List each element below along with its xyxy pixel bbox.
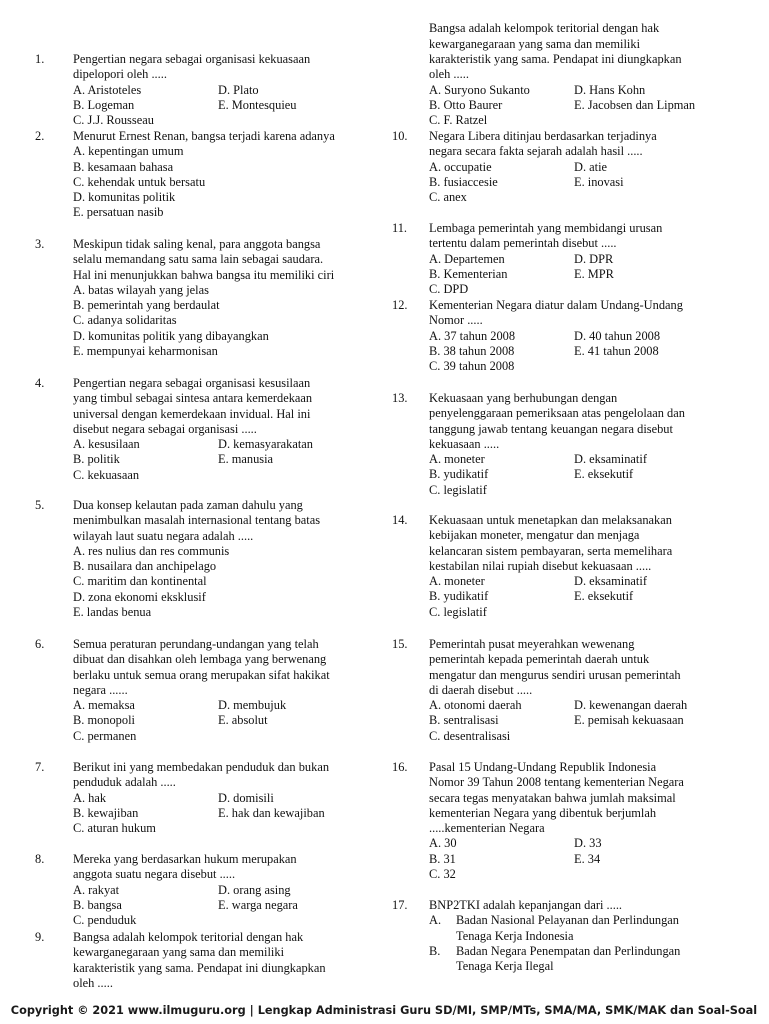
option-b[interactable]: B. politik (73, 452, 120, 467)
option-b[interactable]: B. nusailara dan anchipelago (73, 559, 217, 574)
option-e[interactable]: E. hak dan kewajiban (218, 805, 325, 820)
question-number: 15. (392, 637, 408, 651)
option-c[interactable]: C. kekuasaan (73, 467, 140, 482)
question-text: Kekuasaan yang berhubungan dengan penyelenggaraan pemeriksaan atas pengelolaan dan tanggung jawab tentang keuangan negara disebut kekuasaan ..... (429, 391, 685, 451)
question-number: 11. (392, 221, 408, 235)
question-number: 4. (35, 376, 45, 390)
question-text: Meskipun tidak saling kenal, para anggota bangsa selalu memandang satu sama lain sebagai saudara. Hal ini menunjukkan bahwa bangsa itu memiliki ciri (73, 237, 335, 282)
option-b[interactable]: B. 38 tahun 2008 (429, 343, 515, 358)
option-c[interactable]: C. DPD (429, 282, 469, 297)
option-e[interactable]: E. persatuan nasib (73, 205, 164, 220)
option-d[interactable]: D. komunitas politik yang dibayangkan (73, 328, 269, 343)
option-e[interactable]: E. pemisah kekuasaan (574, 713, 684, 728)
question-number: 3. (35, 237, 45, 251)
option-b[interactable] (429, 944, 764, 975)
option-c[interactable]: C. legislatif (429, 482, 487, 497)
question-text-tail (429, 21, 764, 83)
option-b[interactable]: B. monopoli (73, 713, 135, 728)
option-b[interactable]: B. pemerintah yang berdaulat (73, 298, 220, 313)
option-d[interactable]: D. membujuk (218, 698, 287, 713)
option-e[interactable]: E. manusia (218, 452, 274, 467)
option-a[interactable]: A. 37 tahun 2008 (429, 328, 516, 343)
option-b[interactable]: B. sentralisasi (429, 713, 499, 728)
option-text: Badan Nasional Pelayanan dan Perlindungan Tenaga Kerja Indonesia (456, 913, 679, 943)
option-b[interactable]: B. yudikatif (429, 467, 489, 482)
question-text: Pengertian negara sebagai organisasi kekuasaan dipelopori oleh ..... (73, 52, 311, 82)
option-d[interactable]: D. zona ekonomi eksklusif (73, 589, 206, 604)
option-e[interactable]: E. mempunyai keharmonisan (73, 344, 218, 359)
option-e[interactable]: E. 41 tahun 2008 (574, 343, 659, 358)
question-text: BNP2TKI adalah kepanjangan dari ..... (429, 898, 623, 912)
option-letter: B. (429, 943, 441, 958)
option-a[interactable]: A. res nulius dan res communis (73, 543, 230, 558)
option-e[interactable]: E. eksekutif (574, 467, 634, 482)
option-e[interactable]: E. Montesquieu (218, 97, 297, 112)
option-d[interactable]: D. DPR (574, 251, 614, 266)
option-a[interactable]: A. batas wilayah yang jelas (73, 282, 209, 297)
option-c[interactable]: C. maritim dan kontinental (73, 574, 207, 589)
question-number: 2. (35, 129, 45, 143)
option-e[interactable]: E. landas benua (73, 605, 152, 620)
question-text: Semua peraturan perundang-undangan yang telah dibuat dan disahkan oleh lembaga yang berwenang berlaku untuk semua orang merupakan sifat hakikat negara ...... (73, 637, 330, 697)
option-c[interactable]: C. penduduk (73, 913, 137, 928)
question-number: 8. (35, 852, 45, 866)
question-text: Lembaga pemerintah yang membidangi urusan tertentu dalam pemerintah disebut ..... (429, 221, 663, 251)
question-number: 7. (35, 760, 45, 774)
option-d[interactable]: D. kemasyarakatan (218, 437, 313, 452)
option-e[interactable]: E. warga negara (218, 897, 298, 912)
option-d[interactable]: D. komunitas politik (73, 190, 176, 205)
option-e[interactable]: E. inovasi (574, 174, 624, 189)
option-a[interactable]: A. otonomi daerah (429, 698, 522, 713)
option-a[interactable] (429, 913, 764, 944)
question-number: 14. (392, 513, 408, 527)
option-c[interactable]: C. kehendak untuk bersatu (73, 174, 206, 189)
option-c[interactable]: C. adanya solidaritas (73, 313, 177, 328)
question-text: Berikut ini yang membedakan penduduk dan bukan penduduk adalah ..... (73, 760, 330, 790)
question-number: 16. (392, 760, 408, 774)
option-c[interactable]: C. anex (429, 190, 467, 205)
question-text: Dua konsep kelautan pada zaman dahulu yang menimbulkan masalah internasional tentang batas wilayah laut suatu negara adalah ..... (73, 498, 321, 543)
option-c[interactable]: C. 39 tahun 2008 (429, 359, 515, 374)
option-a[interactable]: A. hak (73, 790, 107, 805)
option-c[interactable]: C. legislatif (429, 604, 487, 619)
option-e[interactable]: E. MPR (574, 266, 614, 281)
option-b[interactable]: B. fusiaccesie (429, 174, 498, 189)
option-text: Badan Negara Penempatan dan Perlindungan Tenaga Kerja Ilegal (456, 943, 681, 974)
option-a[interactable]: A. 30 (429, 836, 457, 851)
option-b[interactable]: B. kewajiban (73, 805, 139, 820)
option-a[interactable]: A. moneter (429, 452, 485, 467)
question-number: 12. (392, 298, 408, 312)
option-d[interactable]: D. Plato (218, 82, 259, 97)
option-e[interactable]: E. 34 (574, 851, 601, 866)
option-d[interactable]: D. domisili (218, 790, 274, 805)
option-a[interactable]: A. kepentingan umum (73, 144, 184, 159)
question-text: Kementerian Negara diatur dalam Undang-Undang Nomor ..... (429, 298, 683, 328)
question-text: Mereka yang berdasarkan hukum merupakan anggota suatu negara disebut ..... (73, 852, 297, 882)
question-number: 9. (35, 930, 45, 944)
option-d[interactable]: D. 33 (574, 836, 602, 851)
question-text: Menurut Ernest Renan, bangsa terjadi karena adanya (73, 129, 335, 143)
option-letter: A. (429, 913, 442, 928)
question-text: Kekuasaan untuk menetapkan dan melaksanakan kebijakan moneter, mengatur dan menjaga kelancaran sistem pembayaran, serta memelihara kestabilan nilai rupiah disebut kekuasaan ..... (429, 513, 673, 573)
question-text: Pemerintah pusat meyerahkan wewenang pemerintah kepada pemerintah daerah untuk mengatur dan mengurus sendiri urusan pemerintah di daerah disebut ..... (429, 637, 681, 697)
question-number: 5. (35, 498, 45, 512)
option-b[interactable]: B. Otto Baurer (429, 97, 503, 112)
option-b[interactable]: B. yudikatif (429, 589, 489, 604)
question-text: Pengertian negara sebagai organisasi kesusilaan yang timbul sebagai sintesa antara kemerdekaan universal dengan kemerdekaan invidual. Hal ini disebut negara sebagai organisasi ..... (73, 376, 313, 436)
option-c[interactable]: C. aturan hukum (73, 821, 156, 836)
option-c[interactable]: C. F. Ratzel (429, 113, 488, 128)
option-a[interactable]: A. Aristoteles (73, 82, 142, 97)
question-text: Pasal 15 Undang-Undang Republik Indonesia Nomor 39 Tahun 2008 tentang kementerian Negara secara tegas menyatakan bahwa jumlah maksimal kementerian Negara yang dibentuk berjumlah .....kementerian Negara (429, 760, 684, 836)
option-c[interactable]: C. desentralisasi (429, 728, 511, 743)
option-a[interactable]: A. rakyat (73, 882, 120, 897)
option-a[interactable]: A. occupatie (429, 159, 492, 174)
option-d[interactable]: D. atie (574, 159, 608, 174)
option-d[interactable]: D. 40 tahun 2008 (574, 328, 661, 343)
question-text: Negara Libera ditinjau berdasarkan terjadinya negara secara fakta sejarah adalah hasil ..... (429, 129, 657, 159)
option-d[interactable]: D. eksaminatif (574, 574, 647, 589)
question-number: 13. (392, 391, 408, 405)
question-number: 17. (392, 898, 408, 912)
option-e[interactable]: E. absolut (218, 713, 268, 728)
question-text: Bangsa adalah kelompok teritorial dengan hak kewarganegaraan yang sama dan memiliki karakteristik yang sama. Pendapat ini diungkapkan oleh ..... (73, 930, 326, 990)
option-a[interactable]: A. Suryono Sukanto (429, 82, 530, 97)
option-a[interactable]: A. moneter (429, 574, 485, 589)
option-d[interactable]: D. Hans Kohn (574, 82, 646, 97)
option-b[interactable]: B. bangsa (73, 897, 122, 912)
question-number: 1. (35, 52, 45, 66)
option-a[interactable]: A. kesusilaan (73, 437, 140, 452)
option-e[interactable]: E. Jacobsen dan Lipman (574, 97, 696, 112)
option-b[interactable]: B. Kementerian (429, 266, 508, 281)
option-d[interactable]: D. kewenangan daerah (574, 698, 688, 713)
option-a[interactable]: A. Departemen (429, 251, 505, 266)
option-a[interactable]: A. memaksa (73, 698, 135, 713)
copyright-footer: Copyright © 2021 www.ilmuguru.org | Lengkap Administrasi Guru SD/MI, SMP/MTs, SMA/MA, SMK/MAK dan Soal-Soal (10, 1004, 758, 1017)
option-c[interactable]: C. 32 (429, 867, 456, 882)
option-d[interactable]: D. eksaminatif (574, 452, 647, 467)
option-c[interactable]: C. J.J. Rousseau (73, 113, 154, 128)
option-c[interactable]: C. permanen (73, 728, 137, 743)
question-number: 6. (35, 637, 45, 651)
option-b[interactable]: B. 31 (429, 851, 456, 866)
option-b[interactable]: B. Logeman (73, 97, 135, 112)
question-9-stem-tail: Bangsa adalah kelompok teritorial dengan hak kewarganegaraan yang sama dan memiliki karakteristik yang sama. Pendapat ini diungkapkan oleh ..... (429, 21, 682, 82)
option-b[interactable]: B. kesamaan bahasa (73, 159, 174, 174)
option-e[interactable]: E. eksekutif (574, 589, 634, 604)
option-d[interactable]: D. orang asing (218, 882, 291, 897)
question-number: 10. (392, 129, 408, 143)
